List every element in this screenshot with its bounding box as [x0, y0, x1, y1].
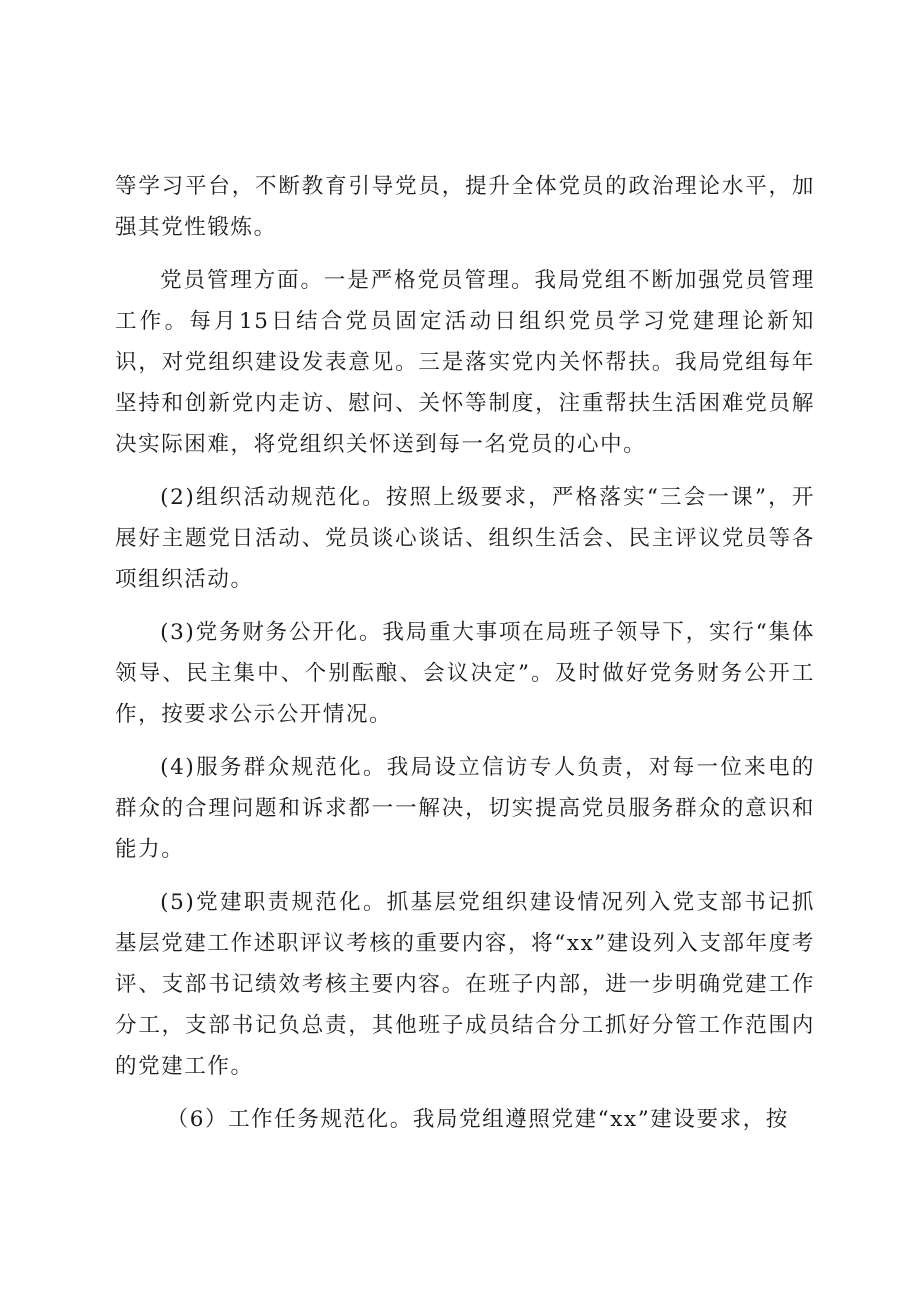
paragraph-organization-activities: (2)组织活动规范化。按照上级要求，严格落实“三会一课”，开展好主题党日活动、党员谈心谈话、组织生活会、民主评议党员等各项组织活动。: [115, 485, 815, 592]
paragraph-party-building-duties: (5)党建职责规范化。抓基层党组织建设情况列入党支部书记抓基层党建工作述职评议考核的重要内容，将“xx”建设列入支部年度考评、支部书记绩效考核主要内容。在班子内部，进一步明确党建工作分工，支部书记负总责，其他班子成员结合分工抓好分管工作范围内的党建工作。: [115, 890, 815, 1079]
paragraph-work-tasks: （6）工作任务规范化。我局党组遵照党建“xx”建设要求，按: [166, 1107, 789, 1132]
paragraph-serving-public: (4)服务群众规范化。我局设立信访专人负责，对每一位来电的群众的合理问题和诉求都一一解决，切实提高党员服务群众的意识和能力。: [115, 755, 815, 862]
document-body: [115, 166, 815, 1152]
paragraph-study-platform: 等学习平台，不断教育引导党员，提升全体党员的政治理论水平，加强其党性锻炼。: [115, 174, 815, 240]
paragraph-member-management: 党员管理方面。一是严格党员管理。我局党组不断加强党员管理工作。每月15日结合党员固定活动日组织党员学习党建理论新知识，对党组织建设发表意见。三是落实党内关怀帮扶。我局党组每年坚持和创新党内走访、慰问、关怀等制度，注重帮扶生活困难党员解决实际困难，将党组织关怀送到每一名党员的心中。: [115, 268, 815, 457]
paragraph-affairs-finance-disclosure: (3)党务财务公开化。我局重大事项在局班子领导下，实行“集体领导、民主集中、个别酝酿、会议决定”。及时做好党务财务公开工作，按要求公示公开情况。: [115, 620, 815, 727]
